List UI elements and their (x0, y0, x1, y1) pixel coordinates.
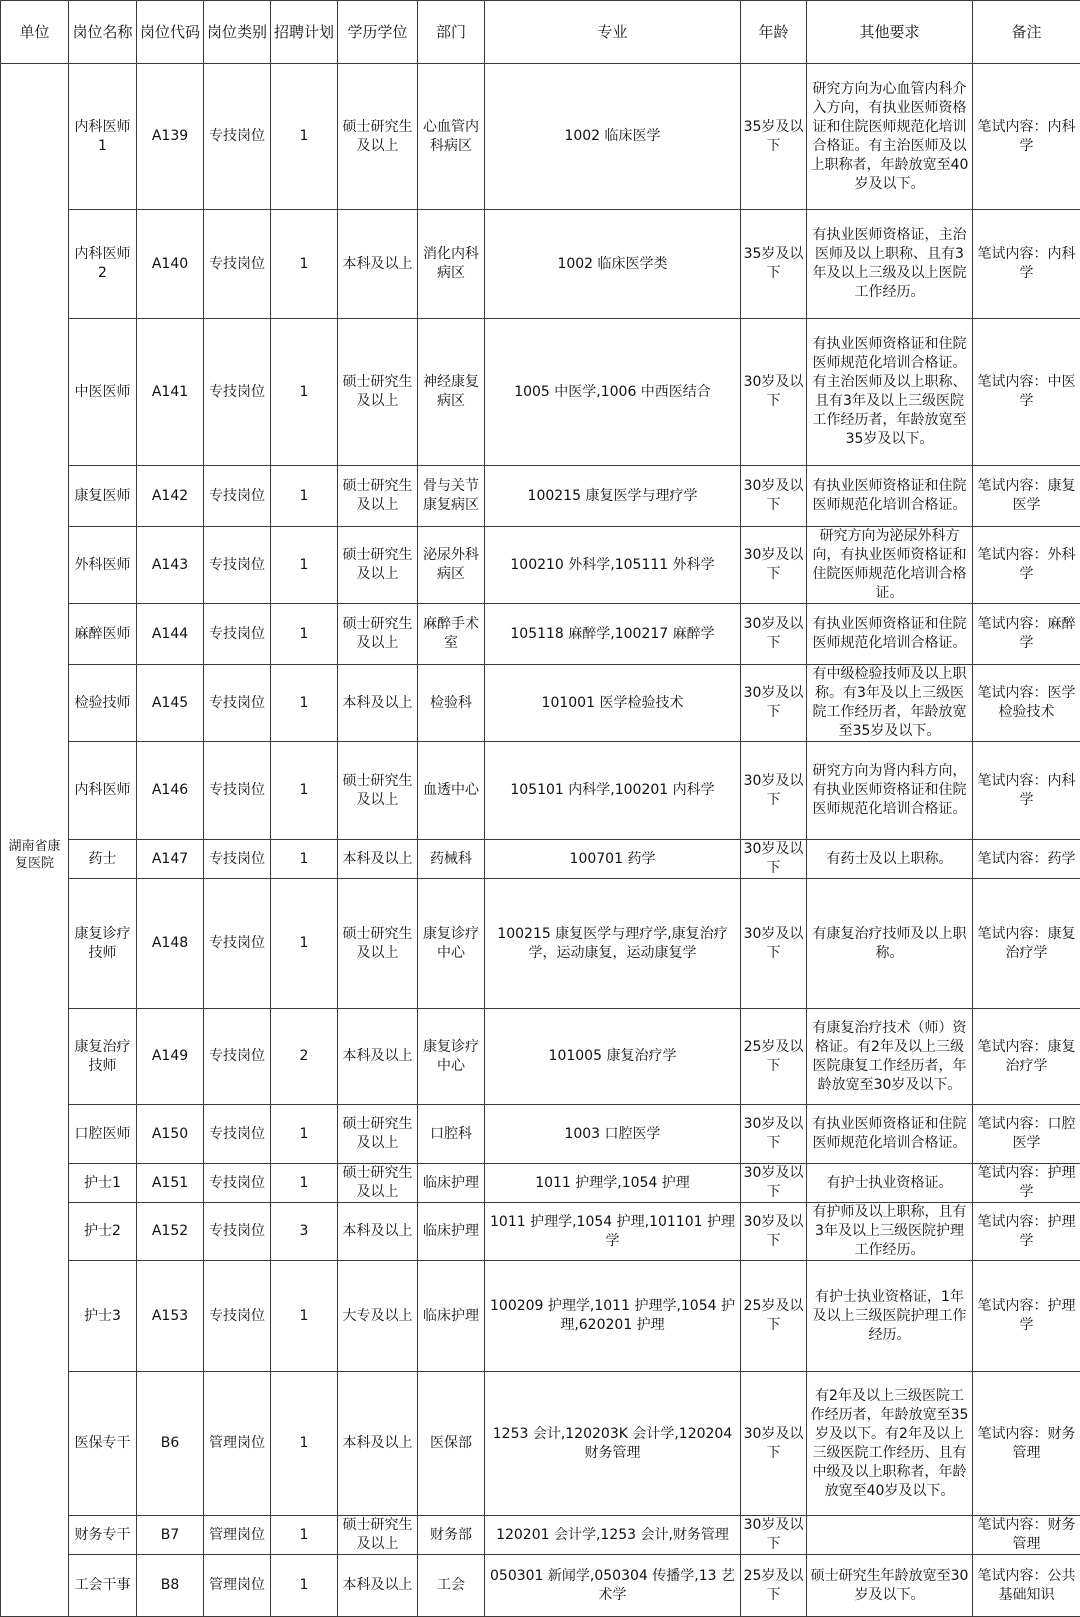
education-cell: 本科及以上 (338, 1555, 418, 1617)
note-cell: 笔试内容：康复医学 (973, 466, 1080, 527)
department-cell: 心血管内科病区 (418, 64, 485, 210)
plan-cell: 1 (271, 319, 338, 466)
requirements-cell: 有药士及以上职称。 (807, 840, 973, 879)
requirements-cell: 研究方向为心血管内科介入方向，有执业医师资格证和住院医师规范化培训合格证。有主治医师及以上职称者，年龄放宽至40岁及以下。 (807, 64, 973, 210)
table-row (1, 527, 1080, 604)
plan-cell: 1 (271, 527, 338, 604)
post-name-cell: 工会干事 (69, 1555, 137, 1617)
note-cell: 笔试内容：麻醉学 (973, 604, 1080, 665)
major-cell: 1002 临床医学类 (485, 210, 741, 319)
post-code-cell: A144 (137, 604, 204, 665)
requirements-cell: 有中级检验技师及以上职称。有3年及以上三级医院工作经历者，年龄放宽至35岁及以下。 (807, 665, 973, 742)
note-cell: 笔试内容：护理学 (973, 1261, 1080, 1372)
requirements-cell: 有执业医师资格证和住院医师规范化培训合格证。有主治医师及以上职称、且有3年及以上三级医院工作经历者，年龄放宽至35岁及以下。 (807, 319, 973, 466)
post-type-cell: 专技岗位 (204, 1261, 271, 1372)
education-cell: 本科及以上 (338, 1372, 418, 1516)
major-cell: 1011 护理学,1054 护理 (485, 1164, 741, 1203)
table-row (1, 840, 1080, 879)
education-cell: 硕士研究生及以上 (338, 319, 418, 466)
department-cell: 工会 (418, 1555, 485, 1617)
major-cell: 1253 会计,120203K 会计学,120204 财务管理 (485, 1372, 741, 1516)
age-cell: 30岁及以下 (741, 1105, 807, 1164)
table-row (1, 319, 1080, 466)
post-code-cell: A139 (137, 64, 204, 210)
education-cell: 本科及以上 (338, 210, 418, 319)
major-cell: 101005 康复治疗学 (485, 1009, 741, 1105)
department-cell: 消化内科病区 (418, 210, 485, 319)
department-cell: 临床护理 (418, 1164, 485, 1203)
table-row (1, 879, 1080, 1009)
requirements-cell: 有2年及以上三级医院工作经历者，年龄放宽至35岁及以下。有2年及以上三级医院工作经历、且有中级及以上职称者，年龄放宽至40岁及以下。 (807, 1372, 973, 1516)
education-cell: 硕士研究生及以上 (338, 1516, 418, 1555)
age-cell: 30岁及以下 (741, 527, 807, 604)
age-cell: 30岁及以下 (741, 1516, 807, 1555)
plan-cell: 1 (271, 604, 338, 665)
table-row (1, 466, 1080, 527)
post-code-cell: A148 (137, 879, 204, 1009)
post-type-cell: 专技岗位 (204, 742, 271, 840)
post-name-cell: 康复治疗技师 (69, 1009, 137, 1105)
header-note: 备注 (973, 1, 1080, 64)
requirements-cell: 有执业医师资格证和住院医师规范化培训合格证。 (807, 466, 973, 527)
post-name-cell: 护士1 (69, 1164, 137, 1203)
table-row (1, 210, 1080, 319)
major-cell: 120201 会计学,1253 会计,财务管理 (485, 1516, 741, 1555)
header-post-type: 岗位类别 (204, 1, 271, 64)
plan-cell: 2 (271, 1009, 338, 1105)
post-code-cell: B8 (137, 1555, 204, 1617)
header-post-code: 岗位代码 (137, 1, 204, 64)
table-row (1, 1009, 1080, 1105)
post-type-cell: 专技岗位 (204, 604, 271, 665)
education-cell: 本科及以上 (338, 665, 418, 742)
department-cell: 财务部 (418, 1516, 485, 1555)
post-code-cell: A145 (137, 665, 204, 742)
post-name-cell: 康复医师 (69, 466, 137, 527)
post-code-cell: A140 (137, 210, 204, 319)
major-cell: 1005 中医学,1006 中西医结合 (485, 319, 741, 466)
note-cell: 笔试内容：口腔医学 (973, 1105, 1080, 1164)
note-cell: 笔试内容：外科学 (973, 527, 1080, 604)
post-name-cell: 内科医师1 (69, 64, 137, 210)
header-post-name: 岗位名称 (69, 1, 137, 64)
age-cell: 30岁及以下 (741, 466, 807, 527)
post-type-cell: 专技岗位 (204, 665, 271, 742)
department-cell: 医保部 (418, 1372, 485, 1516)
table-row (1, 64, 1080, 210)
header-row (1, 1, 1080, 64)
age-cell: 25岁及以下 (741, 1009, 807, 1105)
age-cell: 30岁及以下 (741, 1203, 807, 1261)
post-name-cell: 护士3 (69, 1261, 137, 1372)
age-cell: 35岁及以下 (741, 210, 807, 319)
age-cell: 25岁及以下 (741, 1261, 807, 1372)
post-name-cell: 检验技师 (69, 665, 137, 742)
post-name-cell: 药士 (69, 840, 137, 879)
post-name-cell: 口腔医师 (69, 1105, 137, 1164)
table-row (1, 1261, 1080, 1372)
header-requirements: 其他要求 (807, 1, 973, 64)
note-cell: 笔试内容：康复治疗学 (973, 879, 1080, 1009)
post-type-cell: 专技岗位 (204, 879, 271, 1009)
table-row (1, 1105, 1080, 1164)
major-cell: 1002 临床医学 (485, 64, 741, 210)
department-cell: 药械科 (418, 840, 485, 879)
note-cell: 笔试内容：医学检验技术 (973, 665, 1080, 742)
age-cell: 30岁及以下 (741, 1164, 807, 1203)
post-code-cell: B6 (137, 1372, 204, 1516)
education-cell: 本科及以上 (338, 840, 418, 879)
age-cell: 30岁及以下 (741, 742, 807, 840)
plan-cell: 1 (271, 879, 338, 1009)
education-cell: 本科及以上 (338, 1009, 418, 1105)
plan-cell: 1 (271, 210, 338, 319)
requirements-cell (807, 1516, 973, 1555)
header-department: 部门 (418, 1, 485, 64)
note-cell: 笔试内容：护理学 (973, 1164, 1080, 1203)
department-cell: 检验科 (418, 665, 485, 742)
major-cell: 050301 新闻学,050304 传播学,13 艺术学 (485, 1555, 741, 1617)
age-cell: 30岁及以下 (741, 840, 807, 879)
requirements-cell: 硕士研究生年龄放宽至30岁及以下。 (807, 1555, 973, 1617)
education-cell: 硕士研究生及以上 (338, 1105, 418, 1164)
department-cell: 泌尿外科病区 (418, 527, 485, 604)
note-cell: 笔试内容：财务管理 (973, 1516, 1080, 1555)
department-cell: 康复诊疗中心 (418, 1009, 485, 1105)
requirements-cell: 研究方向为肾内科方向，有执业医师资格证和住院医师规范化培训合格证。 (807, 742, 973, 840)
plan-cell: 1 (271, 1555, 338, 1617)
post-name-cell: 财务专干 (69, 1516, 137, 1555)
table-row (1, 1555, 1080, 1617)
post-type-cell: 管理岗位 (204, 1516, 271, 1555)
requirements-cell: 有执业医师资格证和住院医师规范化培训合格证。 (807, 1105, 973, 1164)
plan-cell: 1 (271, 466, 338, 527)
post-type-cell: 专技岗位 (204, 466, 271, 527)
major-cell: 100215 康复医学与理疗学,康复治疗学，运动康复，运动康复学 (485, 879, 741, 1009)
major-cell: 1003 口腔医学 (485, 1105, 741, 1164)
post-code-cell: B7 (137, 1516, 204, 1555)
header-education: 学历学位 (338, 1, 418, 64)
table-row (1, 742, 1080, 840)
department-cell: 麻醉手术室 (418, 604, 485, 665)
post-name-cell: 医保专干 (69, 1372, 137, 1516)
requirements-cell: 有护师及以上职称，且有3年及以上三级医院护理工作经历。 (807, 1203, 973, 1261)
post-name-cell: 外科医师 (69, 527, 137, 604)
post-type-cell: 专技岗位 (204, 210, 271, 319)
post-name-cell: 内科医师 (69, 742, 137, 840)
major-cell: 100701 药学 (485, 840, 741, 879)
post-name-cell: 内科医师2 (69, 210, 137, 319)
post-code-cell: A143 (137, 527, 204, 604)
plan-cell: 1 (271, 1372, 338, 1516)
plan-cell: 3 (271, 1203, 338, 1261)
major-cell: 1011 护理学,1054 护理,101101 护理学 (485, 1203, 741, 1261)
requirements-cell: 有执业医师资格证，主治医师及以上职称、且有3年及以上三级及以上医院工作经历。 (807, 210, 973, 319)
major-cell: 105118 麻醉学,100217 麻醉学 (485, 604, 741, 665)
header-plan: 招聘计划 (271, 1, 338, 64)
post-code-cell: A150 (137, 1105, 204, 1164)
age-cell: 35岁及以下 (741, 64, 807, 210)
education-cell: 硕士研究生及以上 (338, 527, 418, 604)
post-type-cell: 专技岗位 (204, 64, 271, 210)
plan-cell: 1 (271, 1164, 338, 1203)
post-type-cell: 专技岗位 (204, 1009, 271, 1105)
department-cell: 神经康复病区 (418, 319, 485, 466)
education-cell: 大专及以上 (338, 1261, 418, 1372)
education-cell: 硕士研究生及以上 (338, 466, 418, 527)
header-age: 年龄 (741, 1, 807, 64)
education-cell: 本科及以上 (338, 1203, 418, 1261)
post-type-cell: 专技岗位 (204, 1164, 271, 1203)
requirements-cell: 研究方向为泌尿外科方向，有执业医师资格证和住院医师规范化培训合格证。 (807, 527, 973, 604)
note-cell: 笔试内容：护理学 (973, 1203, 1080, 1261)
department-cell: 骨与关节康复病区 (418, 466, 485, 527)
plan-cell: 1 (271, 840, 338, 879)
table-row (1, 604, 1080, 665)
education-cell: 硕士研究生及以上 (338, 879, 418, 1009)
age-cell: 30岁及以下 (741, 665, 807, 742)
header-unit: 单位 (1, 1, 69, 64)
note-cell: 笔试内容：内科学 (973, 742, 1080, 840)
post-type-cell: 专技岗位 (204, 1105, 271, 1164)
table-row (1, 665, 1080, 742)
major-cell: 101001 医学检验技术 (485, 665, 741, 742)
major-cell: 100215 康复医学与理疗学 (485, 466, 741, 527)
table-row (1, 1372, 1080, 1516)
education-cell: 硕士研究生及以上 (338, 1164, 418, 1203)
post-type-cell: 管理岗位 (204, 1555, 271, 1617)
post-code-cell: A146 (137, 742, 204, 840)
post-name-cell: 中医医师 (69, 319, 137, 466)
note-cell: 笔试内容：药学 (973, 840, 1080, 879)
header-major: 专业 (485, 1, 741, 64)
education-cell: 硕士研究生及以上 (338, 64, 418, 210)
post-code-cell: A141 (137, 319, 204, 466)
education-cell: 硕士研究生及以上 (338, 604, 418, 665)
note-cell: 笔试内容：康复治疗学 (973, 1009, 1080, 1105)
post-type-cell: 专技岗位 (204, 527, 271, 604)
post-name-cell: 护士2 (69, 1203, 137, 1261)
requirements-cell: 有护士执业资格证。 (807, 1164, 973, 1203)
department-cell: 口腔科 (418, 1105, 485, 1164)
plan-cell: 1 (271, 1261, 338, 1372)
post-name-cell: 康复诊疗技师 (69, 879, 137, 1009)
plan-cell: 1 (271, 64, 338, 210)
post-name-cell: 麻醉医师 (69, 604, 137, 665)
table-row (1, 1164, 1080, 1203)
note-cell: 笔试内容：内科学 (973, 210, 1080, 319)
requirements-cell: 有康复治疗技师及以上职称。 (807, 879, 973, 1009)
age-cell: 25岁及以下 (741, 1555, 807, 1617)
age-cell: 30岁及以下 (741, 604, 807, 665)
department-cell: 临床护理 (418, 1203, 485, 1261)
table-row (1, 1203, 1080, 1261)
post-type-cell: 管理岗位 (204, 1372, 271, 1516)
post-type-cell: 专技岗位 (204, 1203, 271, 1261)
post-type-cell: 专技岗位 (204, 319, 271, 466)
department-cell: 临床护理 (418, 1261, 485, 1372)
age-cell: 30岁及以下 (741, 319, 807, 466)
note-cell: 笔试内容：公共基础知识 (973, 1555, 1080, 1617)
department-cell: 康复诊疗中心 (418, 879, 485, 1009)
age-cell: 30岁及以下 (741, 1372, 807, 1516)
note-cell: 笔试内容：财务管理 (973, 1372, 1080, 1516)
post-code-cell: A152 (137, 1203, 204, 1261)
plan-cell: 1 (271, 665, 338, 742)
post-code-cell: A147 (137, 840, 204, 879)
post-code-cell: A149 (137, 1009, 204, 1105)
requirements-cell: 有康复治疗技术（师）资格证。有2年及以上三级医院康复工作经历者，年龄放宽至30岁及以下。 (807, 1009, 973, 1105)
department-cell: 血透中心 (418, 742, 485, 840)
plan-cell: 1 (271, 742, 338, 840)
post-type-cell: 专技岗位 (204, 840, 271, 879)
requirements-cell: 有护士执业资格证，1年及以上三级医院护理工作经历。 (807, 1261, 973, 1372)
education-cell: 硕士研究生及以上 (338, 742, 418, 840)
plan-cell: 1 (271, 1105, 338, 1164)
requirements-cell: 有执业医师资格证和住院医师规范化培训合格证。 (807, 604, 973, 665)
post-code-cell: A153 (137, 1261, 204, 1372)
note-cell: 笔试内容：中医学 (973, 319, 1080, 466)
post-code-cell: A142 (137, 466, 204, 527)
post-code-cell: A151 (137, 1164, 204, 1203)
major-cell: 100210 外科学,105111 外科学 (485, 527, 741, 604)
table-row (1, 1516, 1080, 1555)
major-cell: 100209 护理学,1011 护理学,1054 护理,620201 护理 (485, 1261, 741, 1372)
unit-cell: 湖南省康复医院 (1, 64, 69, 1617)
plan-cell: 1 (271, 1516, 338, 1555)
age-cell: 30岁及以下 (741, 879, 807, 1009)
major-cell: 105101 内科学,100201 内科学 (485, 742, 741, 840)
note-cell: 笔试内容：内科学 (973, 64, 1080, 210)
